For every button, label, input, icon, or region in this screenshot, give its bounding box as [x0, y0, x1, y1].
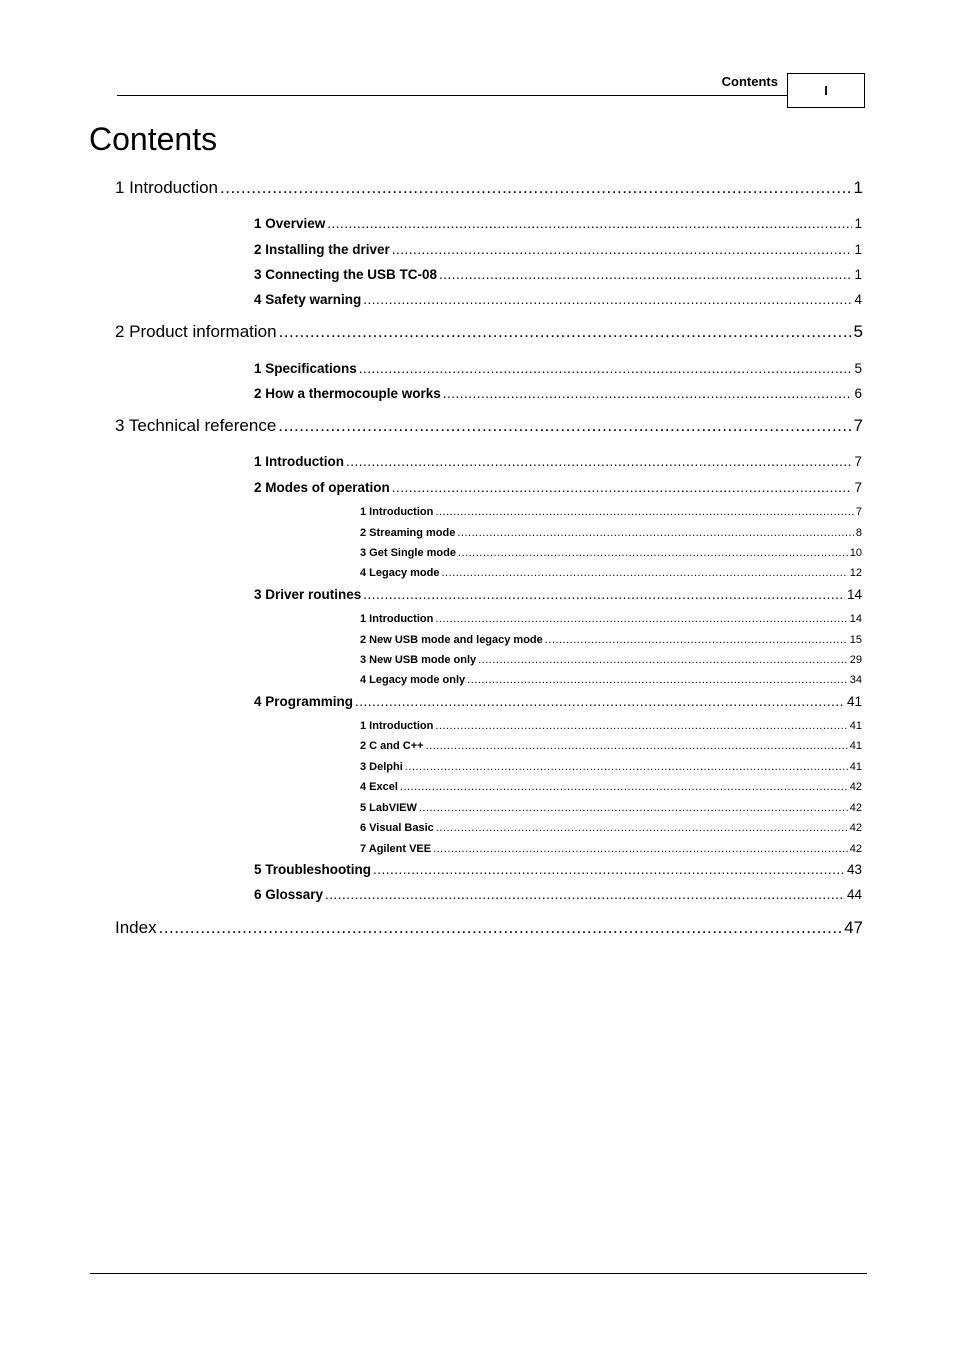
- toc-leader-dots: [278, 416, 851, 436]
- toc-entry[interactable]: [254, 480, 862, 495]
- toc-entry-label: 1 Introduction: [115, 178, 219, 197]
- toc-entry-label: 1 Overview: [254, 216, 326, 231]
- toc-entry-label: 4 Programming: [254, 694, 354, 709]
- toc-entry[interactable]: [254, 242, 862, 257]
- toc-entry[interactable]: [115, 178, 863, 198]
- toc-entry-label: 5 Troubleshooting: [254, 862, 371, 877]
- running-header-label: Contents: [721, 74, 778, 89]
- toc-entry-page: 7: [854, 480, 862, 495]
- toc-entry[interactable]: [254, 386, 862, 401]
- toc-entry[interactable]: [360, 720, 862, 732]
- toc-entry[interactable]: [360, 613, 862, 625]
- toc-entry-page: 1: [853, 178, 863, 197]
- toc-entry-page: 15: [849, 634, 862, 646]
- toc-entry-label: 2 New USB mode and legacy mode: [360, 634, 543, 646]
- toc-leader-dots: [220, 178, 852, 198]
- toc-entry-label: 5 LabVIEW: [360, 802, 417, 814]
- toc-entry-label: 2 C and C++: [360, 740, 424, 752]
- toc-entry-label: 3 New USB mode only: [360, 654, 477, 666]
- toc-entry-label: 4 Safety warning: [254, 292, 362, 307]
- toc-entry[interactable]: [254, 887, 862, 902]
- toc-leader-dots: [457, 527, 854, 539]
- toc-entry-page: 41: [849, 761, 862, 773]
- toc-entry-page: 42: [849, 781, 862, 793]
- toc-entry-page: 47: [844, 918, 863, 937]
- toc-leader-dots: [419, 802, 848, 814]
- toc-entry[interactable]: [254, 454, 862, 469]
- toc-leader-dots: [441, 567, 847, 579]
- toc-entry[interactable]: [360, 547, 862, 559]
- header-rule: [117, 95, 787, 96]
- toc-leader-dots: [435, 613, 847, 625]
- toc-entry[interactable]: [254, 587, 862, 602]
- toc-entry[interactable]: [360, 740, 862, 752]
- toc-leader-dots: [279, 322, 852, 342]
- toc-leader-dots: [373, 862, 845, 877]
- toc-entry-label: 1 Specifications: [254, 361, 357, 376]
- toc-entry-label: 6 Glossary: [254, 887, 324, 902]
- toc-entry[interactable]: [254, 267, 862, 282]
- toc-entry-page: 5: [854, 361, 862, 376]
- toc-entry[interactable]: [254, 862, 862, 877]
- toc-entry-page: 41: [849, 720, 862, 732]
- toc-entry-label: 1 Introduction: [360, 506, 434, 518]
- page-number-box: [787, 73, 865, 108]
- toc-entry[interactable]: [254, 216, 862, 231]
- toc-entry-page: 42: [849, 843, 862, 855]
- toc-leader-dots: [355, 694, 845, 709]
- toc-leader-dots: [159, 918, 842, 938]
- toc-entry-page: 12: [849, 567, 862, 579]
- toc-entry-page: 14: [846, 587, 862, 602]
- toc-leader-dots: [436, 822, 848, 834]
- toc-entry-label: 4 Legacy mode only: [360, 674, 466, 686]
- toc-leader-dots: [327, 216, 852, 231]
- toc-leader-dots: [478, 654, 848, 666]
- toc-entry-page: 41: [846, 694, 862, 709]
- page-number: I: [824, 83, 828, 98]
- toc-entry-label: 3 Driver routines: [254, 587, 362, 602]
- toc-leader-dots: [435, 720, 847, 732]
- toc-entry-page: 43: [846, 862, 862, 877]
- toc-entry-page: 44: [846, 887, 862, 902]
- toc-entry-label: 2 How a thermocouple works: [254, 386, 441, 401]
- toc-leader-dots: [400, 781, 848, 793]
- toc-entry[interactable]: [254, 694, 862, 709]
- toc-entry-label: 7 Agilent VEE: [360, 843, 432, 855]
- toc-entry-label: 2 Product information: [115, 322, 277, 341]
- toc-leader-dots: [346, 454, 852, 469]
- toc-entry-page: 7: [854, 454, 862, 469]
- toc-entry-label: 2 Installing the driver: [254, 242, 390, 257]
- toc-entry[interactable]: [360, 802, 862, 814]
- toc-entry-page: 7: [855, 506, 862, 518]
- toc-entry-label: Index: [115, 918, 157, 937]
- toc-entry-label: 3 Get Single mode: [360, 547, 456, 559]
- toc-entry-label: 6 Visual Basic: [360, 822, 434, 834]
- toc-leader-dots: [443, 386, 853, 401]
- toc-entry[interactable]: [254, 292, 862, 307]
- toc-leader-dots: [363, 292, 852, 307]
- toc-entry[interactable]: [115, 322, 863, 342]
- toc-leader-dots: [439, 267, 852, 282]
- toc-leader-dots: [433, 843, 848, 855]
- toc-entry-page: 1: [854, 216, 862, 231]
- toc-entry-label: 4 Excel: [360, 781, 398, 793]
- toc-entry-label: 4 Legacy mode: [360, 567, 440, 579]
- toc-entry[interactable]: [360, 567, 862, 579]
- toc-entry-page: 1: [854, 242, 862, 257]
- footer-rule: [90, 1273, 867, 1274]
- toc-entry-page: 6: [854, 386, 862, 401]
- toc-entry-page: 4: [854, 292, 862, 307]
- toc-leader-dots: [392, 242, 853, 257]
- toc-entry-page: 5: [853, 322, 863, 341]
- toc-entry[interactable]: [360, 843, 862, 855]
- toc-entry[interactable]: [360, 761, 862, 773]
- toc-entry-page: 1: [854, 267, 862, 282]
- toc-entry-label: 3 Delphi: [360, 761, 403, 773]
- toc-entry-page: 42: [849, 822, 862, 834]
- toc-leader-dots: [359, 361, 853, 376]
- toc-leader-dots: [426, 740, 848, 752]
- toc-entry-label: 3 Technical reference: [115, 416, 277, 435]
- toc-leader-dots: [363, 587, 845, 602]
- toc-entry-page: 8: [855, 527, 862, 539]
- toc-leader-dots: [467, 674, 848, 686]
- toc-leader-dots: [435, 506, 854, 518]
- toc-entry[interactable]: [115, 918, 863, 938]
- toc-entry[interactable]: [115, 416, 863, 436]
- toc-entry-page: 41: [849, 740, 862, 752]
- toc-entry[interactable]: [360, 527, 862, 539]
- toc-entry-label: 1 Introduction: [360, 720, 434, 732]
- toc-entry-page: 42: [849, 802, 862, 814]
- toc-entry-page: 34: [849, 674, 862, 686]
- toc-entry[interactable]: [360, 674, 862, 686]
- toc-entry-page: 7: [853, 416, 863, 435]
- toc-leader-dots: [458, 547, 848, 559]
- toc-entry[interactable]: [360, 654, 862, 666]
- toc-entry[interactable]: [360, 822, 862, 834]
- toc-leader-dots: [405, 761, 848, 773]
- toc-leader-dots: [392, 480, 853, 495]
- toc-entry-page: 10: [849, 547, 862, 559]
- toc-entry[interactable]: [360, 634, 862, 646]
- toc-entry[interactable]: [360, 506, 862, 518]
- toc-entry-label: 3 Connecting the USB TC-08: [254, 267, 438, 282]
- toc-entry-label: 1 Introduction: [254, 454, 344, 469]
- toc-entry-label: 2 Streaming mode: [360, 527, 456, 539]
- toc-entry[interactable]: [360, 781, 862, 793]
- toc-leader-dots: [545, 634, 848, 646]
- toc-entry-page: 29: [849, 654, 862, 666]
- toc-entry-label: 2 Modes of operation: [254, 480, 390, 495]
- toc-entry-label: 1 Introduction: [360, 613, 434, 625]
- toc-entry-page: 14: [849, 613, 862, 625]
- page-title: Contents: [89, 121, 218, 157]
- toc-entry[interactable]: [254, 361, 862, 376]
- toc-leader-dots: [325, 887, 845, 902]
